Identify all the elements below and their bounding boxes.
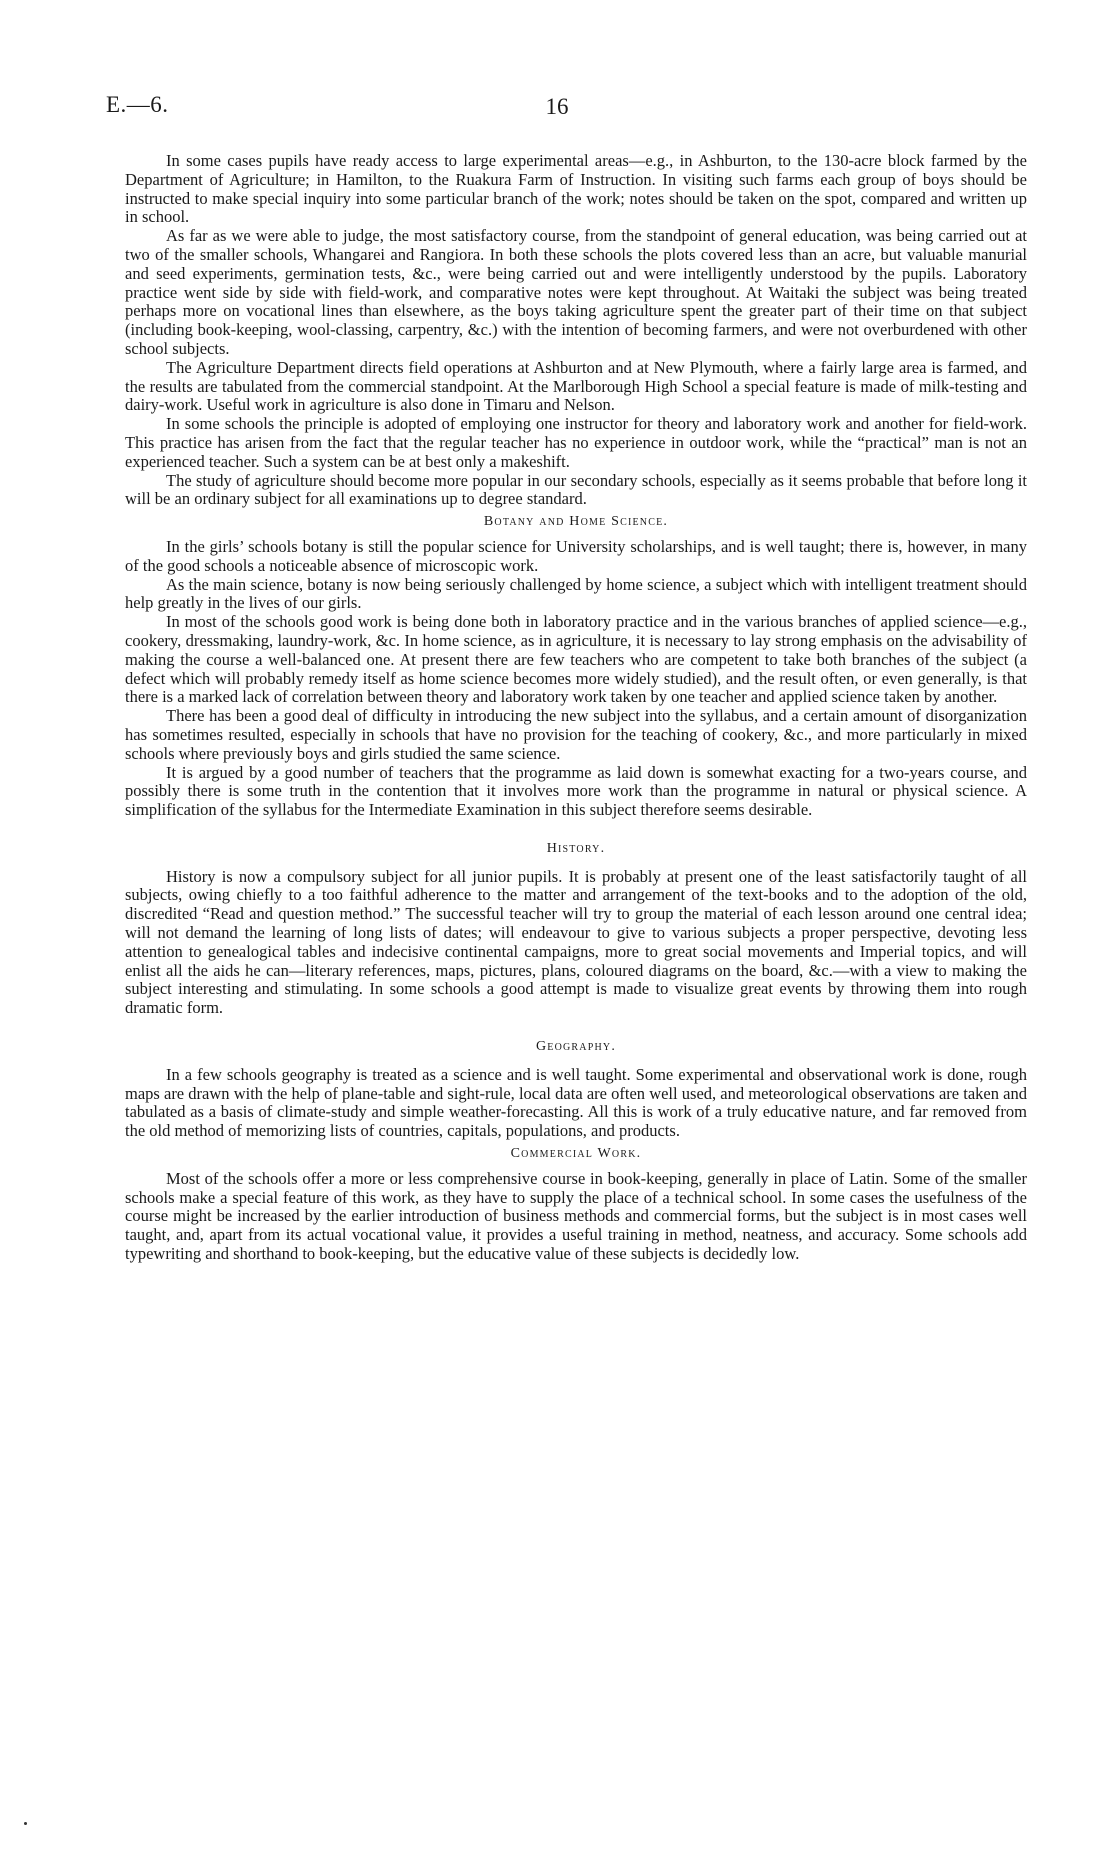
paragraph: The Agriculture Department directs field operations at Ashburton and at New Plymouth, where a fairly large area is farmed, and the results are tabulated from the commercial standpoint. At the Marlborough High School a special feature is made of milk-testing and dairy-work. Useful work in agriculture is also done in Timaru and Nelson. xyxy=(125,357,1027,415)
section-heading-geography: Geography. xyxy=(535,1039,617,1055)
paragraph: Most of the schools offer a more or less comprehensive course in book-keeping, generally in place of Latin. Some of the smaller schools make a special feature of this work, as they have to supply the place of a technical school. In some cases the usefulness of the course might be increased by the earlier introduction of business methods and commercial forms, but the subject is in most cases well taught, and, apart from its actual vocational value, it provides a useful training in method, neatness, and accuracy. Some schools add typewriting and shorthand to book-keeping, but the educative value of these subjects is decidedly low. xyxy=(125,1168,1027,1264)
paragraph: It is argued by a good number of teachers that the programme as laid down is somewhat exacting for a two-years course, and possibly there is some truth in the contention that it involves more work than the programme in natural or physical science. A simplification of the syllabus for the Intermediate Examination in this subject therefore seems desirable. xyxy=(125,762,1027,820)
paragraph: As far as we were able to judge, the most satisfactory course, from the standpoint of general education, was being carried out at two of the smaller schools, Whangarei and Rangiora. In both these schools the plots covered less than an acre, but valuable manurial and seed experiments, germination tests, &c., were being carried out and were intelligently understood by the pupils. Laboratory practice went side by side with field-work, and comparative notes were kept throughout. At Waitaki the subject was being treated perhaps more on vocational lines than elsewhere, as the boys taking agriculture spent the greater part of their time on that subject (including book-keeping, wool-classing, carpentry, &c.) with the intention of becoming farmers, and were not overburdened with other school subjects. xyxy=(125,226,1027,358)
paragraph: History is now a compulsory subject for all junior pupils. It is probably at present one of the least satisfactorily taught of all subjects, owing chiefly to a too faithful adherence to the matter and arrangement of the text-books and to the adoption of the old, discredited “Read and question method.” The successful teacher will try to group the material of each lesson around one central idea; will not demand the learning of long lists of dates; will endeavour to give to various subjects a proper perspective, devoting less attention to genealogical tables and indecisive continental campaigns, more to great social movements and Imperial topics, and will enlist all the aids he can—literary references, maps, pictures, plans, coloured diagrams on the board, &c.—with a view to making the subject interesting and stimulating. In some schools a good attempt is made to visualize great events by throwing them into rough dramatic form. xyxy=(125,866,1027,1018)
botany-section xyxy=(125,513,1027,820)
section-heading-botany: Botany and Home Science. xyxy=(483,514,669,530)
page-number: 16 xyxy=(545,94,569,119)
paragraph: In most of the schools good work is being done both in laboratory practice and in the various branches of applied science—e.g., cookery, dressmaking, laundry-work, &c. In home science, as in agriculture, it is necessary to lay strong emphasis on the advisability of making the course a well-balanced one. At present there are few teachers who are competent to take both branches of the subject (a defect which will probably remedy itself as home science becomes more widely studied), and the result often, or even generally, is that there is a marked lack of correlation between theory and laboratory work taken by one teacher and applied science taken by another. xyxy=(125,612,1027,707)
agriculture-section xyxy=(125,152,1027,509)
document-body xyxy=(125,152,1027,1264)
history-section xyxy=(125,840,1027,1018)
page-reference: E.—6. xyxy=(106,92,169,117)
paragraph: In the girls’ schools botany is still the popular science for University scholarships, and is well taught; there is, however, in many of the good schools a noticeable absence of microscopic work. xyxy=(125,536,1027,575)
paragraph: There has been a good deal of difficulty in introducing the new subject into the syllabus, and a certain amount of disorganization has sometimes resulted, especially in schools that have no provision for the teaching of cookery, &c., and more particularly in mixed schools where previously boys and girls studied the same science. xyxy=(125,706,1027,763)
section-heading-commercial: Commercial Work. xyxy=(510,1146,642,1162)
paragraph: In some schools the principle is adopted of employing one instructor for theory and laboratory work and another for field-work. This practice has arisen from the fact that the regular teacher has no experience in outdoor work, while the “practical” man is not an experienced teacher. Such a system can be at best only a makeshift. xyxy=(125,414,1027,471)
section-heading-history: History. xyxy=(546,840,606,856)
geography-section xyxy=(125,1038,1027,1141)
paragraph: As the main science, botany is now being seriously challenged by home science, a subject which with intelligent treatment should help greatly in the lives of our girls. xyxy=(125,574,1027,613)
margin-mark xyxy=(24,1822,27,1825)
paragraph: The study of agriculture should become more popular in our secondary schools, especially as it seems probable that before long it will be an ordinary subject for all examinations up to degree standard. xyxy=(125,470,1027,509)
paragraph: In some cases pupils have ready access to large experimental areas—e.g., in Ashburton, to the 130-acre block farmed by the Department of Agriculture; in Hamilton, to the Ruakura Farm of Instruction. In visiting such farms each group of boys should be instructed to make special inquiry into some particular branch of the work; notes should be taken on the spot, compared and written up in school. xyxy=(125,151,1027,227)
paragraph: In a few schools geography is treated as a science and is well taught. Some experimental and observational work is done, rough maps are drawn with the help of plane-table and sight-rule, local data are often well used, and meteorological observations are taken and tabulated as a basis of climate-study and simple weather-forecasting. All this is work of a truly educative nature, and far removed from the old method of memorizing lists of countries, capitals, populations, and products. xyxy=(125,1064,1027,1141)
commercial-section xyxy=(125,1145,1027,1264)
